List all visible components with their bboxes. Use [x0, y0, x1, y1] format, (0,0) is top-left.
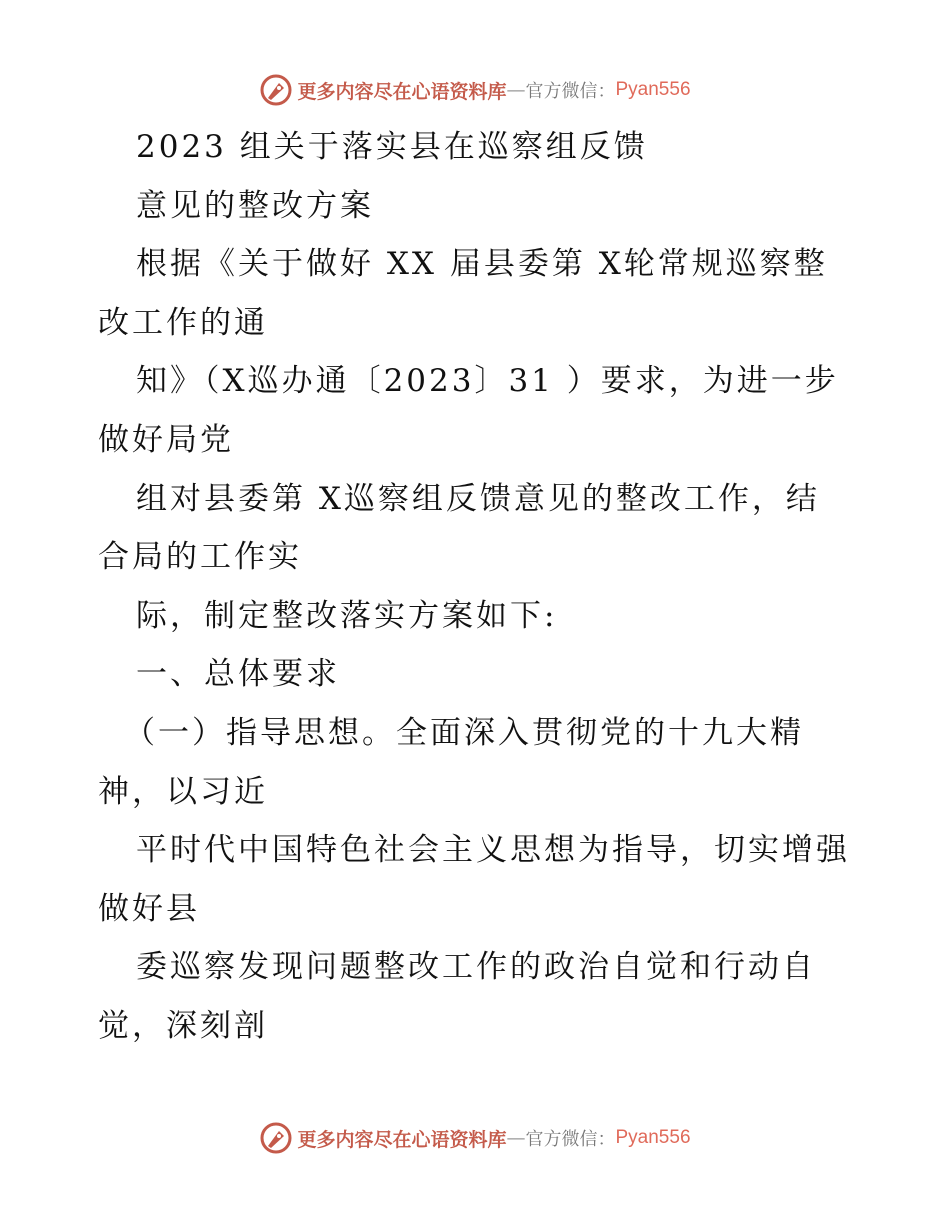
paragraph-line: 组对县委第 X巡察组反馈意见的整改工作，结	[136, 480, 820, 517]
doc-title-line-2: 意见的整改方案	[136, 187, 374, 224]
pen-nib-logo-icon	[259, 73, 293, 107]
subsection-line: （一）指导思想。全面深入贯彻党的十九大精	[124, 714, 804, 751]
section-heading: 一、总体要求	[136, 656, 340, 693]
watermark-site: 更多内容尽在心语资料库	[297, 1128, 507, 1151]
doc-title-line-1: 2023 组关于落实县在巡察组反馈	[136, 129, 648, 165]
watermark-id: Pyan556	[615, 1127, 691, 1148]
paragraph-line: 改工作的通	[98, 304, 268, 341]
paragraph-line: 际，制定整改落实方案如下:	[136, 597, 558, 634]
paragraph-line: 神，以习近	[98, 773, 268, 810]
pen-nib-logo-icon	[259, 1121, 293, 1155]
paragraph-line: 平时代中国特色社会主义思想为指导，切实增强	[136, 832, 850, 869]
header-watermark	[0, 70, 950, 110]
watermark-site: 更多内容尽在心语资料库	[297, 80, 507, 103]
watermark-official: 官方微信：	[525, 1129, 616, 1150]
paragraph-line: 做好局党	[98, 421, 234, 458]
paragraph-line: 做好县	[98, 890, 200, 927]
paragraph-line: 根据《关于做好 XX 届县委第 X轮常规巡察整	[136, 246, 828, 283]
paragraph-line: 合局的工作实	[98, 539, 302, 576]
watermark-separator: —	[506, 1127, 526, 1149]
document-body	[98, 118, 888, 1056]
footer-watermark	[0, 1118, 950, 1158]
paragraph-line: 委巡察发现问题整改工作的政治自觉和行动自	[136, 949, 816, 986]
paragraph-line: 知》（X巡办通〔2023〕31 ）要求，为进一步	[136, 363, 839, 400]
watermark-id: Pyan556	[615, 79, 691, 100]
watermark-official: 官方微信：	[525, 81, 616, 102]
watermark-separator: —	[506, 79, 526, 101]
paragraph-line: 觉，深刻剖	[98, 1007, 268, 1044]
